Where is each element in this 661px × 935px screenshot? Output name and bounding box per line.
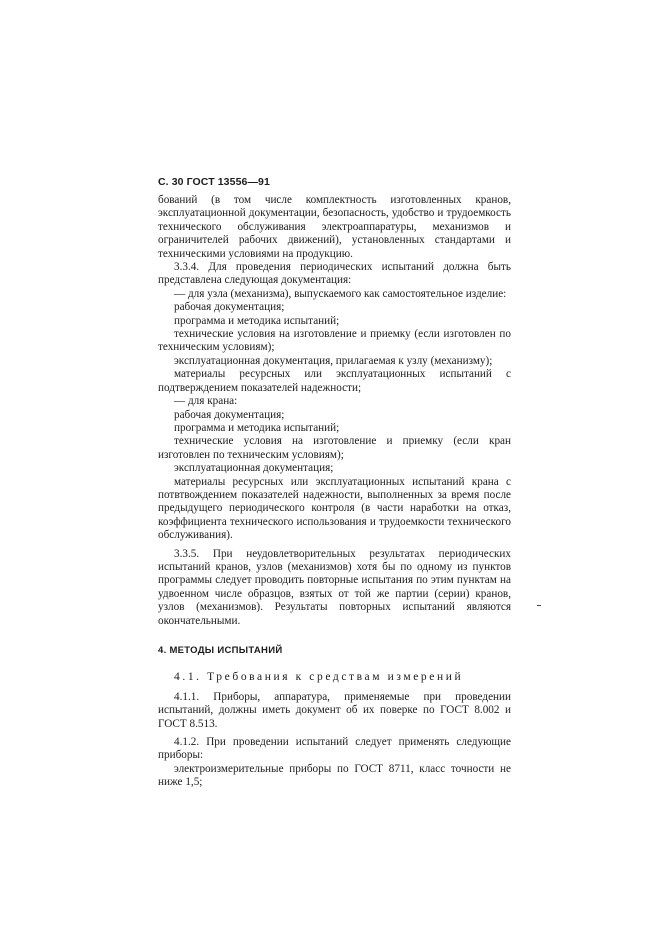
- list-item: электроизмерительные приборы по ГОСТ 8711, класс точности не ниже 1,5;: [158, 762, 511, 789]
- list-item: рабочая документация;: [174, 408, 285, 421]
- list-item: — для крана:: [174, 395, 238, 408]
- document-body: [158, 194, 511, 790]
- list-item: рабочая документация;: [174, 301, 285, 314]
- list-item: эксплуатационная документация, прилагаемая к узлу (механизму);: [174, 354, 493, 367]
- paragraph-3-3-4: 3.3.4. Для проведения периодических испытаний должна быть представлена следующая документация:: [158, 261, 511, 287]
- margin-mark: [537, 605, 541, 606]
- paragraph-continuation: бований (в том числе комплектность изготовленных кранов, эксплуатационной документации, безопасность, удобство и трудоемкость технического обслуживания электроаппаратуры, механизмов и ограничителей рабочих движений), установленных стандартами и техническими условиями на продукцию.: [158, 194, 511, 260]
- paragraph-4-1-2: 4.1.2. При проведении испытаний следует применять следующие приборы:: [158, 736, 511, 762]
- section-title: 4. МЕТОДЫ ИСПЫТАНИЙ: [158, 645, 283, 656]
- list-item: — для узла (механизма), выпускаемого как самостоятельное изделие:: [174, 287, 507, 300]
- list-item: материалы ресурсных или эксплуатационных испытаний крана с потвтвождением показателей надежности, выполненных за время после предыдущего периодического контроля (в части наработки на отказ, коэффициента технического использования и трудоемкости технического обслуживания).: [158, 475, 511, 542]
- list-item: эксплуатационная документация;: [174, 462, 334, 475]
- list-item: программа и методика испытаний;: [174, 421, 340, 434]
- paragraph-4-1-1: 4.1.1. Приборы, аппаратура, применяемые при проведении испытаний, должны иметь документ об их поверке по ГОСТ 8.002 и ГОСТ 8.513.: [158, 690, 511, 730]
- paragraph-3-3-5: 3.3.5. При неудовлетворительных результатах периодических испытаний кранов, узлов (механизмов) хотя бы по одному из пунктов программы следует проводить повторные испытания по этим пунктам на удвоенном числе образцов, взятых от той же партии (серии) кранов, узлов (механизмов). Результаты повторных испытаний являются окончательными.: [158, 547, 511, 627]
- list-item: технические условия на изготовление и приемку (если кран изготовлен по техническим условиям);: [158, 435, 511, 461]
- list-item: программа и методика испытаний;: [174, 314, 340, 327]
- list-item: технические условия на изготовление и приемку (если изготовлен по техническим условиям);: [158, 328, 511, 354]
- list-item: материалы ресурсных или эксплуатационных испытаний с подтверждением показателей надежности;: [158, 368, 511, 394]
- page-header: С. 30 ГОСТ 13556—91: [158, 176, 270, 188]
- subsection-title: 4.1. Требования к средствам измерений: [174, 671, 464, 684]
